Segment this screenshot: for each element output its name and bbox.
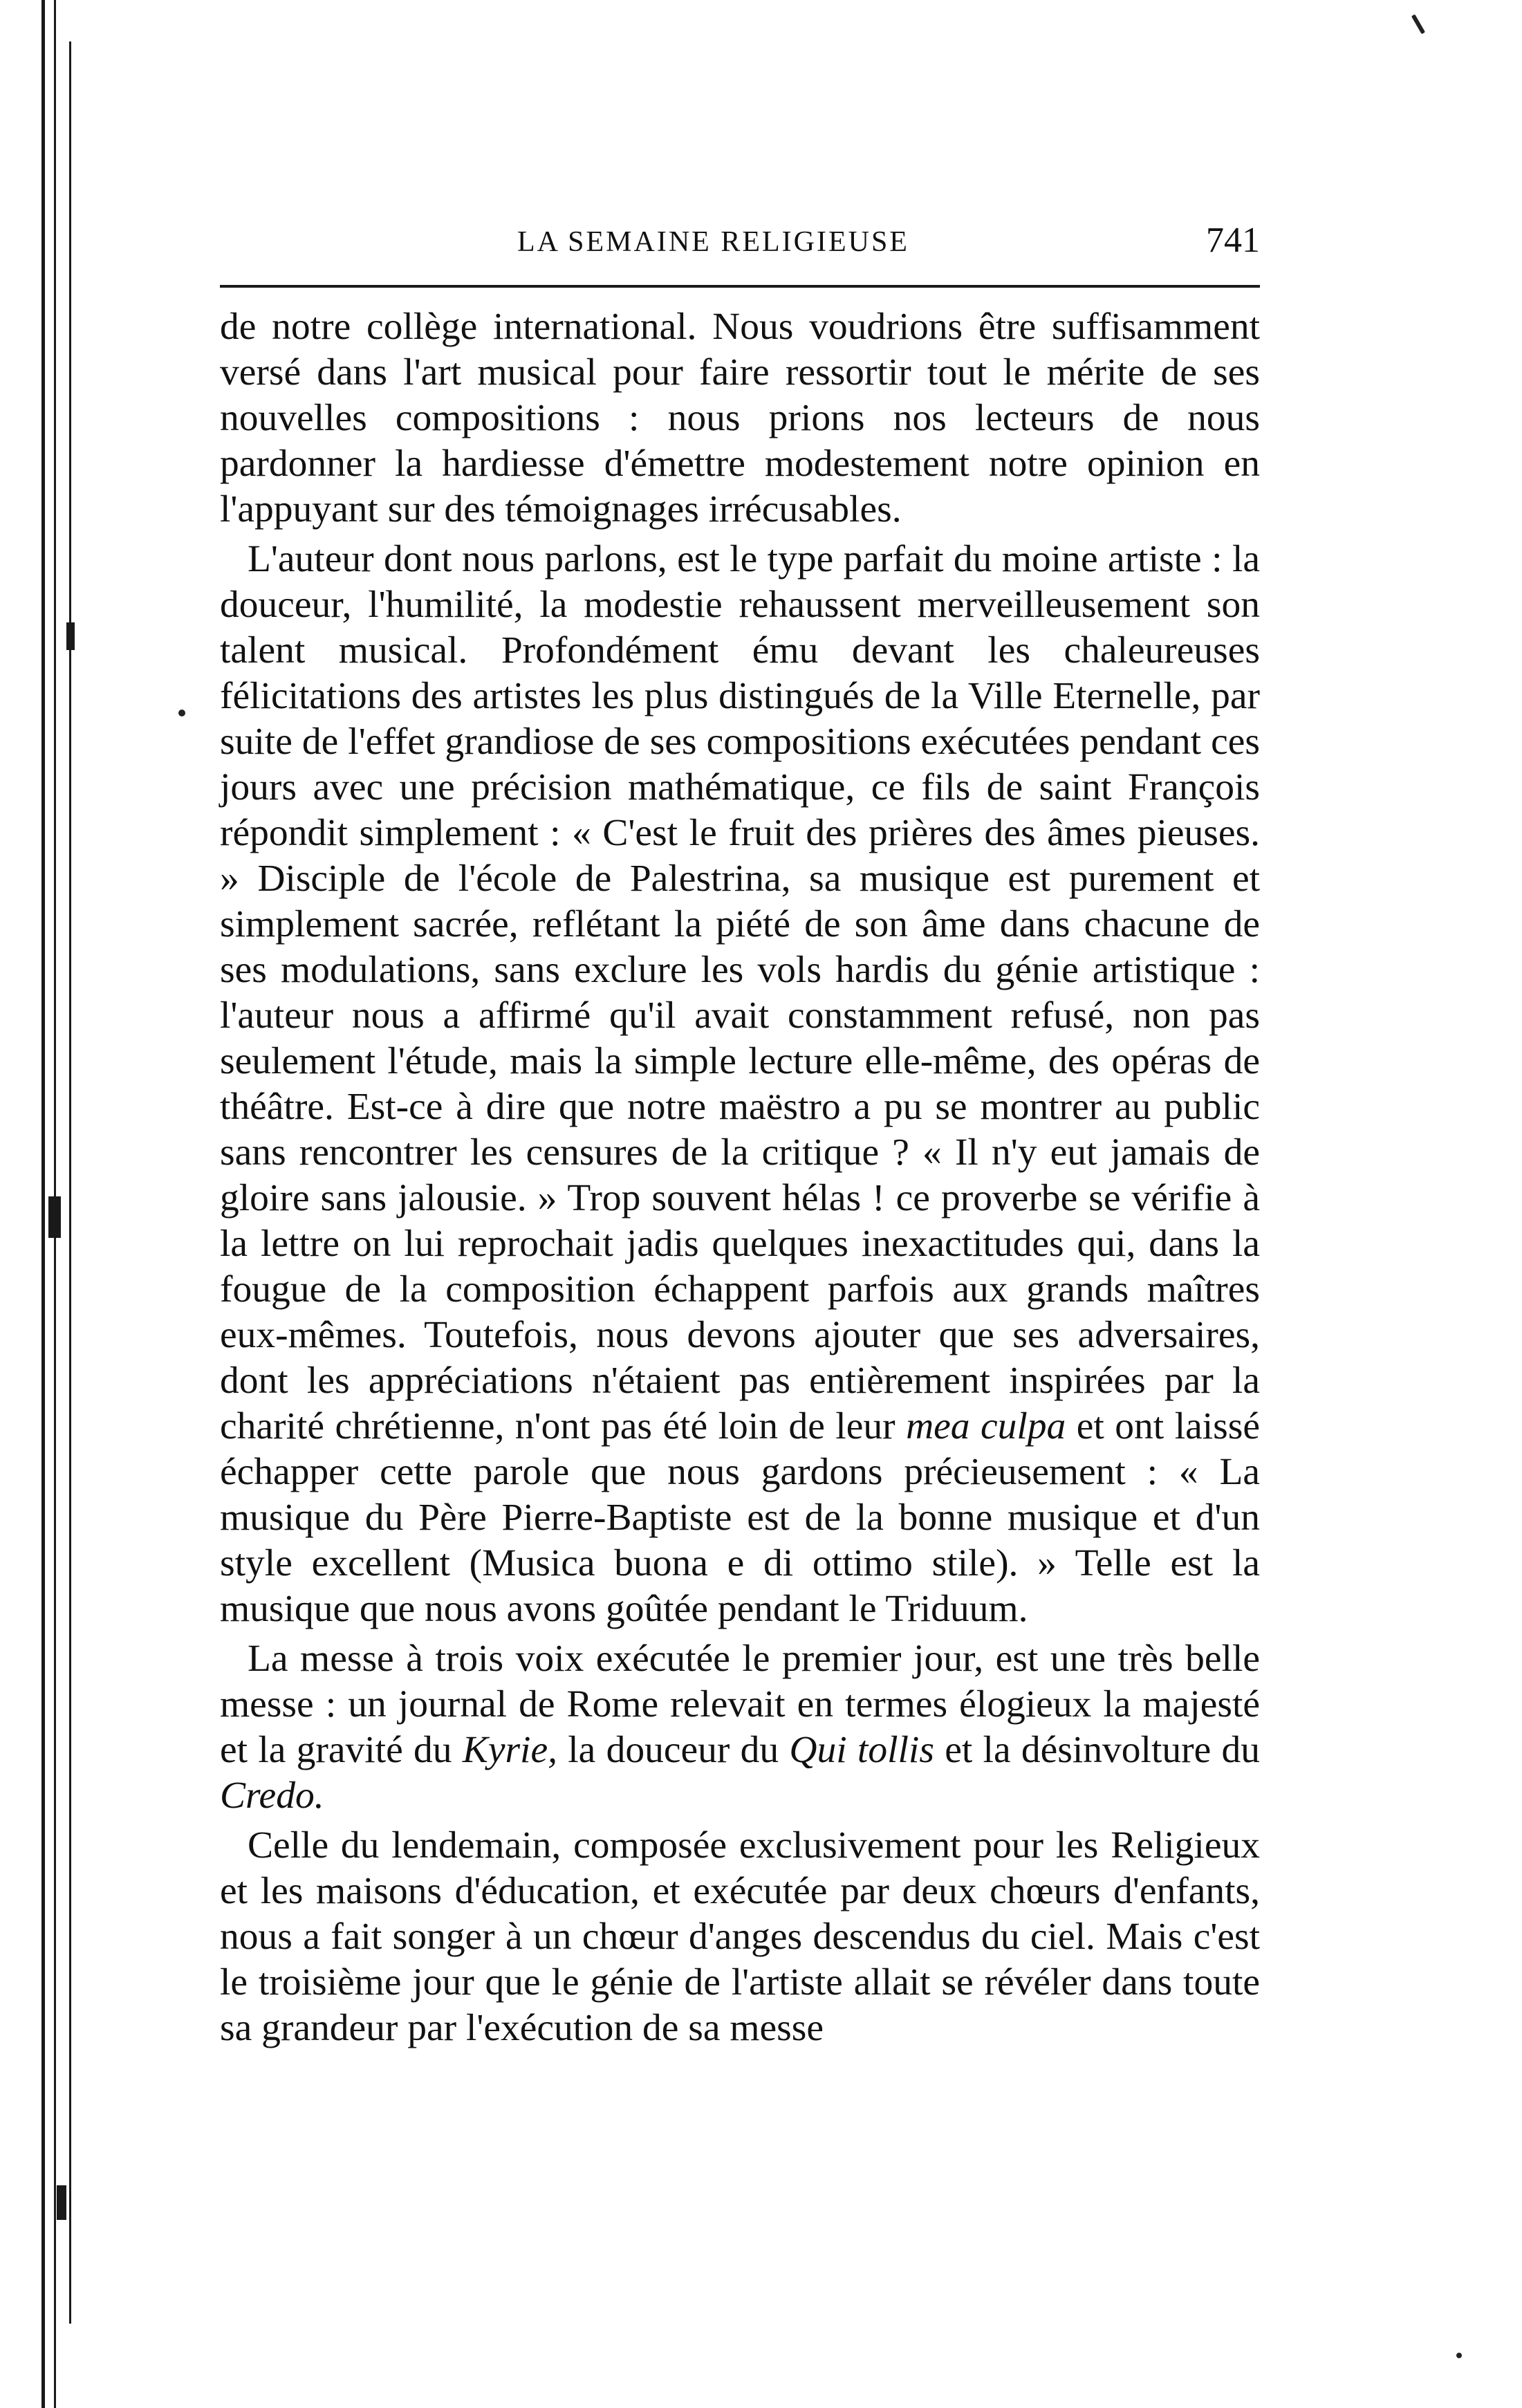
paragraph xyxy=(220,1823,1260,2051)
text-run: Celle du lendemain, composée exclusivement pour les Religieux et les maisons d'éducation, et exécutée par deux chœurs d'enfants, nous a fait songer à un chœur d'anges descendus du ciel. Mais c'est le troisième jour que le génie de l'artiste allait se révéler dans toute sa grandeur par l'exécution de sa messe xyxy=(220,1824,1260,2049)
text-run: L'auteur dont nous parlons, est le type parfait du moine artiste : la douceur, l'humilité, la modestie rehaussent merveilleusement son talent musical. Profondément ému devant les chaleureuses félicitations des artistes les plus distingués de la Ville Eternelle, par suite de l'effet grandiose de ses compositions exécutées pendant ces jours avec une précision mathématique, ce fils de saint François répondit simplement : « C'est le fruit des prières des âmes pieuses. » Disciple de l'école de Palestrina, sa musique est purement et simplement sacrée, reflétant la piété de son âme dans chacune de ses modulations, sans exclure les vols hardis du génie artistique : l'auteur nous a affirmé qu'il avait constamment refusé, non pas seulement l'étude, mais la simple lecture elle-même, des opéras de théâtre. Est-ce à dire que notre maëstro a pu se montrer au public sans rencontrer les censures de la critique ? « Il n'y eut jamais de gloire sans jalousie. » Trop souvent hélas ! ce proverbe se vérifie à la lettre on lui reprochait jadis quelques inexactitudes qui, dans la fougue de la composition échappent parfois aux grands maîtres eux-mêmes. Toutefois, nous devons ajouter que ses adversaires, dont les appréciations n'étaient pas entièrement inspirées par la charité chrétienne, n'ont pas été loin de leur xyxy=(220,538,1260,1447)
text-run: la douceur du xyxy=(557,1729,790,1771)
text-run: La messe à trois voix exécutée le premier jour, est une très belle messe : un journal de Rome relevait en termes élogieux la majesté et la gravité du xyxy=(220,1638,1260,1771)
paragraph xyxy=(220,1636,1260,1819)
print-speck xyxy=(1456,2353,1462,2358)
italic-term: Credo. xyxy=(220,1775,324,1817)
body-text xyxy=(220,304,1260,2055)
italic-term: mea culpa xyxy=(906,1405,1066,1447)
running-title: LA SEMAINE RELIGIEUSE xyxy=(517,226,909,258)
text-run: de notre collège international. Nous voudrions être suffisamment versé dans l'art musical pour faire ressortir tout le mérite de ses nouvelles compositions : nous prions nos lecteurs de nous pardonner la hardiesse d'émettre modestement notre opinion en l'appuyant sur des témoignages irrécusables. xyxy=(220,306,1260,530)
italic-term: Kyrie, xyxy=(462,1729,557,1771)
print-speck xyxy=(178,710,185,716)
page-number: 741 xyxy=(1206,221,1260,260)
text-run: et ont laissé échapper cette parole que nous gardons précieusement : « La musique du Père Pierre-Baptiste est de la bonne musique et d'un style excellent (Musica buona e di ottimo stile). » Telle est la musique que nous avons goûtée pendant le Triduum. xyxy=(220,1405,1260,1630)
paragraph xyxy=(220,537,1260,1632)
text-run: et la désinvolture du xyxy=(934,1729,1261,1771)
print-speck xyxy=(1411,15,1425,35)
paragraph xyxy=(220,304,1260,532)
italic-term: Qui tollis xyxy=(789,1729,934,1771)
binding-edge xyxy=(0,0,104,2408)
header-rule xyxy=(220,285,1260,288)
page-header xyxy=(220,220,1260,275)
